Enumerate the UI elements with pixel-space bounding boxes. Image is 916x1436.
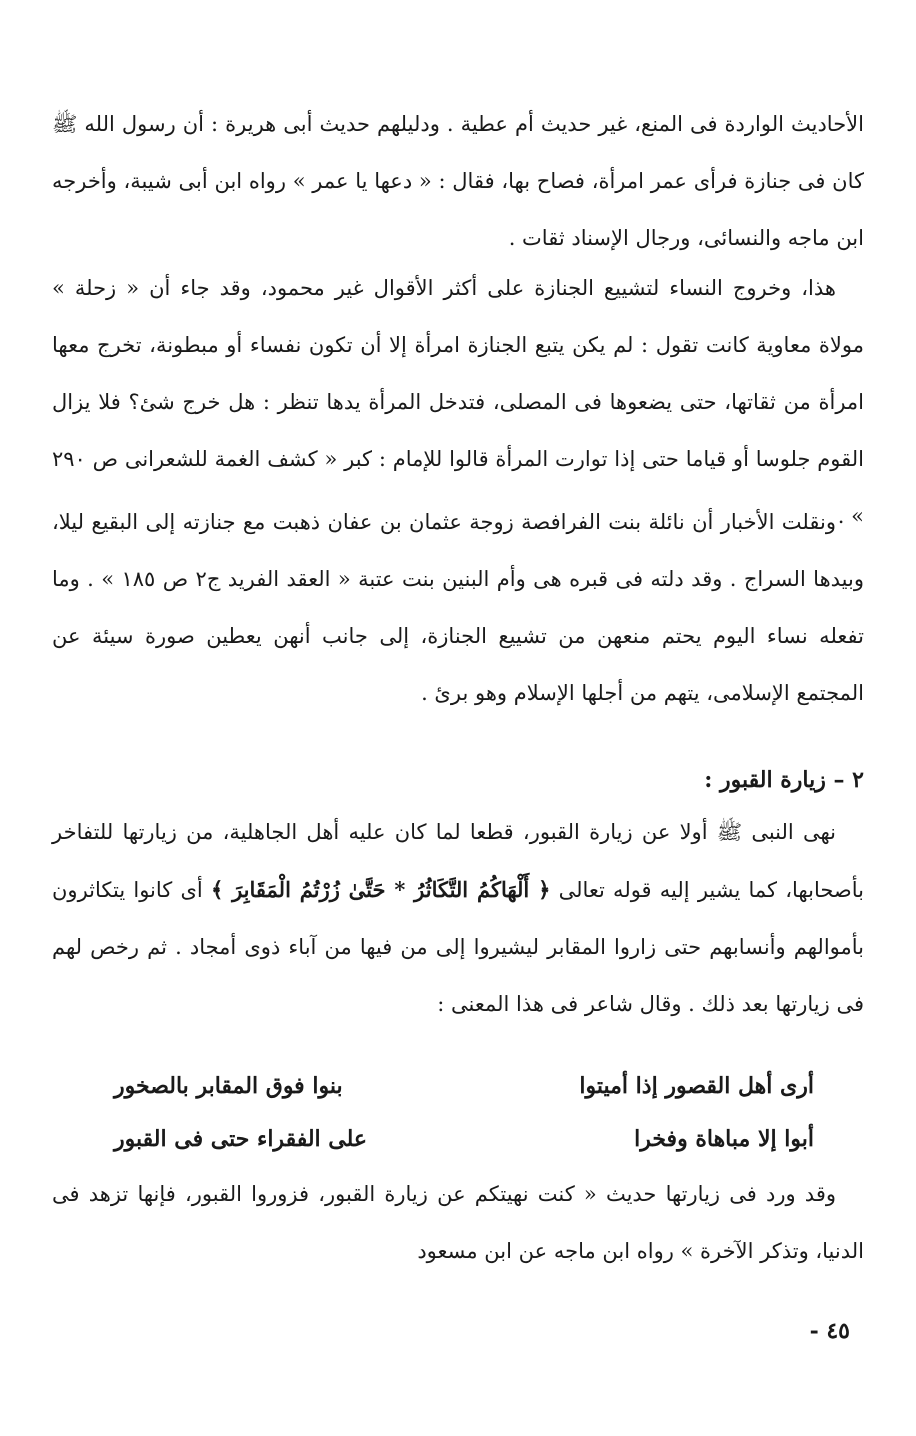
- page-number: ٤٥ -: [809, 1318, 850, 1344]
- paragraph-text: هذا، وخروج النساء لتشييع الجنازة على أكثر الأقوال غير محمود، وقد جاء أن « زحلة » مولاة معاوية كانت تقول : لم يكن يتبع الجنازة امرأة إلا أن تكون نفساء أو مبطونة، تخرج معها امرأة من ثقاتها، حتى يضعوها فى المصلى، فتدخل المرأة يدها تنظر : هل خرج شئ؟ فلا يزال القوم جلوسا أو قياما حتى إذا توارت المرأة قالوا للإمام : كبر « كشف الغمة للشعرانى ص ٢٩٠ » .: [52, 276, 864, 528]
- poem-verse-2: [114, 1113, 814, 1166]
- paragraph-grave-visits: [52, 804, 864, 1033]
- section-heading-container: [52, 752, 864, 809]
- paragraph-text: [52, 804, 864, 1033]
- poem-verse-1: [114, 1060, 814, 1113]
- paragraph-text: الأحاديث الواردة فى المنع، غير حديث أم عطية . ودليلهم حديث أبى هريرة : أن رسول الله ﷺ كان فى جنازة فرأى عمر امرأة، فصاح بها، فقال : « دعها يا عمر » رواه ابن أبى شيبة، وأخرجه ابن ماجه والنسائى، ورجال الإسناد ثقات .: [52, 112, 864, 250]
- poem-hemistich-right: أبوا إلا مباهاة وفخرا: [634, 1126, 814, 1152]
- poem: [52, 1060, 864, 1166]
- paragraph-text: وقد ورد فى زيارتها حديث « كنت نهيتكم عن زيارة القبور، فزوروا القبور، فإنها تزهد فى الدنيا، وتذكر الآخرة » رواه ابن ماجه عن ابن مسعود: [52, 1182, 864, 1263]
- paragraph-hadith-abu-hurayra: [52, 96, 864, 267]
- paragraph-text-end: أى كانوا يتكاثرون بأموالهم وأنسابهم حتى زاروا المقابر ليشيروا إلى من فيها من آباء ذوى أمجاد . ثم رخص لهم فى زيارتها بعد ذلك . وقال شاعر فى هذا المعنى :: [52, 878, 864, 1016]
- poem-hemistich-left: على الفقراء حتى فى القبور: [114, 1126, 368, 1152]
- paragraph-text-start: نهى النبى ﷺ أولا عن زيارة القبور، قطعا لما كان عليه أهل الجاهلية، من زيارتها للتفاخر بأصحابها، كما يشير إليه قوله تعالى: [52, 820, 864, 902]
- paragraph-naila-bint-farafisa: [52, 494, 864, 722]
- paragraph-text: ونقلت الأخبار أن نائلة بنت الفرافصة زوجة عثمان بن عفان ذهبت مع جنازته إلى البقيع ليلا، وبيدها السراج . وقد دلته فى قبره هى وأم البنين بنت عتبة « العقد الفريد ج٢ ص ١٨٥ » . وما تفعله نساء اليوم يحتم منعهن من تشييع الجنازة، إلى جانب أنهن يعطين صورة سيئة عن المجتمع الإسلامى، يتهم من أجلها الإسلام وهو برئ .: [52, 510, 864, 705]
- quran-verse: ﴿ أَلْهَاكُمُ التَّكَاثُرُ * حَتَّىٰ زُرْتُمُ الْمَقَابِرَ ﴾: [210, 877, 551, 902]
- poem-hemistich-left: بنوا فوق المقابر بالصخور: [114, 1073, 343, 1099]
- section-heading: ٢ – زيارة القبور :: [704, 767, 864, 793]
- paragraph-visit-hadith: [52, 1166, 864, 1280]
- poem-hemistich-right: أرى أهل القصور إذا أميتوا: [579, 1073, 814, 1099]
